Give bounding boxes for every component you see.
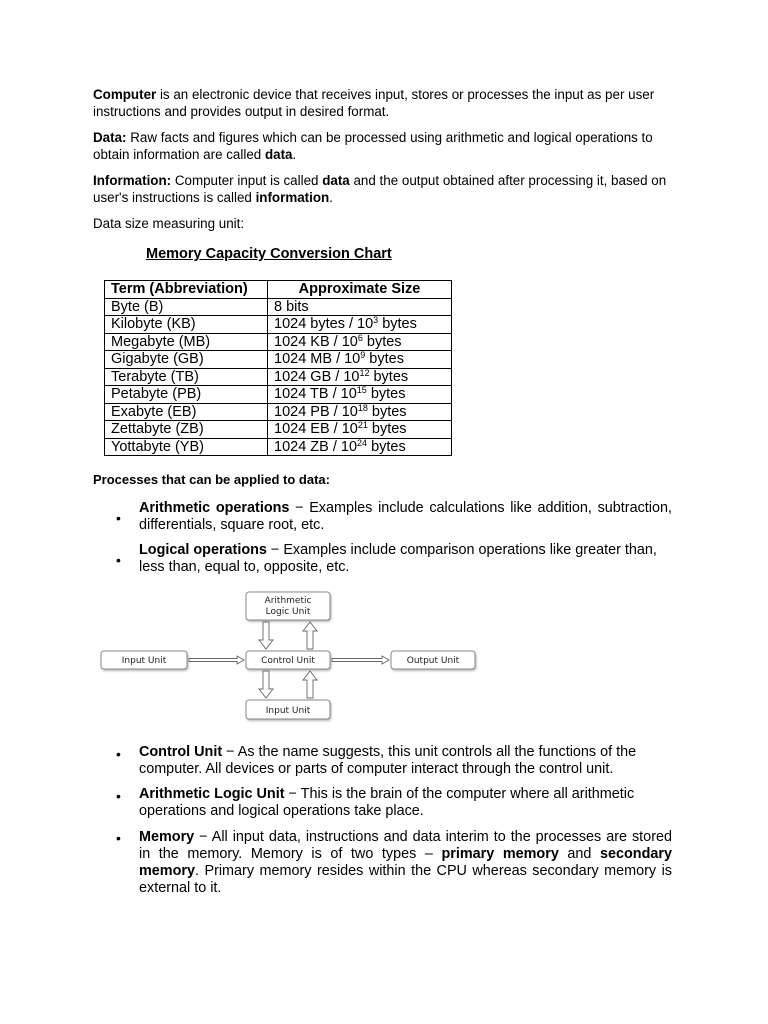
alu-item (139, 786, 672, 820)
information-definition (93, 173, 678, 206)
size-cell (268, 298, 452, 316)
mem-bold-2: secondary memory (139, 846, 672, 879)
data-def-end: . (292, 146, 297, 162)
size-exponent: 21 (357, 420, 368, 430)
size-base: 1024 KB / 10 (274, 333, 358, 350)
size-cell (268, 368, 452, 386)
mem-term: Memory (139, 829, 195, 845)
size-cell (268, 438, 452, 456)
size-base: 1024 ZB / 10 (274, 438, 358, 455)
info-def-text-2: and the output obtained after processing it, based on user's instructions is called (93, 173, 667, 205)
data-definition (93, 130, 678, 163)
output-unit-label: Output Unit (406, 656, 460, 666)
size-exponent: 24 (357, 437, 368, 448)
term-cell: Petabyte (PB) (105, 386, 268, 404)
size-cell (268, 421, 452, 439)
size-base: 1024 EB / 10 (274, 421, 358, 437)
computer-term: Computer (93, 87, 157, 102)
table-row (105, 333, 452, 351)
table-row (105, 386, 452, 404)
info-def-end: . (329, 189, 333, 205)
term-cell: Exabyte (EB) (105, 403, 268, 421)
size-base: 1024 bytes / 10 (274, 316, 374, 332)
size-unit: bytes (378, 316, 417, 332)
control-unit-item (139, 744, 672, 778)
bullet-dot: • (116, 746, 121, 762)
size-base: 1024 TB / 10 (274, 386, 357, 402)
term-cell: Kilobyte (KB) (105, 316, 268, 334)
term-cell: Zettabyte (ZB) (105, 421, 268, 439)
size-exponent: 6 (357, 332, 363, 343)
cu-def: − As the name suggests, this unit controls all the functions of the computer. All devices or parts of computer interact through the control unit. (139, 744, 637, 777)
data-def-text: Raw facts and figures which can be processed using arithmetic and logical operations to obtain information are called (93, 130, 653, 162)
info-def-bold-1: data (322, 173, 350, 188)
bullet-dot: • (116, 830, 121, 846)
term-cell: Megabyte (MB) (105, 333, 268, 351)
control-unit-label: Control Unit (261, 656, 315, 666)
arithmetic-operations-item (139, 500, 672, 534)
size-cell (268, 403, 452, 421)
size-cell (268, 333, 452, 351)
table-row (105, 368, 452, 386)
header-size: Approximate Size (268, 281, 452, 299)
alu-label-2: Logic Unit (265, 607, 311, 617)
mem-def-1: − All input data, instructions and data interim to the processes are stored in the memory. Memory is of two types – (139, 829, 672, 862)
input-unit-bottom-label: Input Unit (265, 706, 311, 716)
table-row (105, 421, 452, 439)
table-row (105, 438, 452, 456)
bullet-dot: • (116, 788, 121, 804)
size-exponent: 18 (357, 402, 368, 413)
table-row (105, 316, 452, 334)
computer-architecture-diagram (96, 588, 480, 724)
computer-definition (93, 87, 678, 120)
term-cell: Gigabyte (GB) (105, 351, 268, 369)
mem-def-2: and (558, 846, 600, 862)
processes-heading: Processes that can be applied to data: (93, 472, 330, 487)
size-base: 1024 MB / 10 (274, 351, 361, 367)
bullet-dot: • (116, 552, 121, 568)
size-exponent: 9 (360, 350, 366, 360)
size-unit: bytes (366, 386, 406, 402)
size-unit: bytes (365, 351, 404, 367)
size-base: 1024 PB / 10 (274, 403, 358, 420)
size-cell (268, 316, 452, 334)
size-cell (268, 351, 452, 369)
mem-def-3: . Primary memory resides within the CPU whereas secondary memory is external to it. (139, 863, 672, 896)
table-row (105, 298, 452, 316)
cu-term: Control Unit (139, 744, 223, 760)
chart-title: Memory Capacity Conversion Chart (146, 246, 392, 262)
logical-operations-item (139, 542, 672, 576)
logic-term: Logical operations (139, 542, 267, 558)
size-exponent: 12 (359, 367, 370, 378)
header-term: Term (Abbreviation) (105, 281, 268, 299)
table-row (105, 351, 452, 369)
computer-def-text: is an electronic device that receives input, stores or processes the input as per user instructions and provides output in desired format. (93, 87, 655, 119)
size-unit: bytes (367, 403, 407, 420)
size-unit: bytes (367, 421, 407, 437)
alu-def: − This is the brain of the computer where all arithmetic operations and logical operations take place. (139, 786, 635, 819)
arith-term: Arithmetic operations (139, 500, 290, 516)
size-unit: bytes (362, 333, 402, 350)
term-cell: Byte (B) (105, 298, 268, 316)
alu-term: Arithmetic Logic Unit (139, 786, 285, 802)
info-def-bold-2: information (255, 189, 330, 205)
info-def-text-1: Computer input is called (171, 173, 323, 188)
size-unit: bytes (367, 438, 406, 455)
alu-label-1: Arithmetic (264, 596, 312, 606)
term-cell: Terabyte (TB) (105, 368, 268, 386)
input-unit-left-label: Input Unit (121, 656, 167, 666)
logic-def: − Examples include comparison operations like greater than, less than, equal to, opposite, etc. (139, 542, 657, 575)
table-row (105, 403, 452, 421)
size-exponent: 15 (356, 385, 367, 395)
size-base: 8 bits (274, 298, 309, 315)
memory-item (139, 829, 672, 897)
size-unit: bytes (369, 368, 409, 385)
size-exponent: 3 (373, 315, 379, 325)
unit-line: Data size measuring unit: (93, 216, 245, 231)
info-term: Information: (93, 173, 172, 188)
term-cell: Yottabyte (YB) (105, 438, 268, 456)
table-header-row (105, 281, 452, 299)
size-base: 1024 GB / 10 (274, 368, 360, 385)
arith-def: − Examples include calculations like addition, subtraction, differentials, square root, etc. (139, 500, 672, 533)
memory-table (104, 280, 452, 456)
bullet-dot: • (116, 510, 121, 526)
size-cell (268, 386, 452, 404)
data-term: Data: (93, 130, 127, 145)
data-def-bold: data (264, 146, 293, 162)
mem-bold-1: primary memory (441, 846, 559, 862)
